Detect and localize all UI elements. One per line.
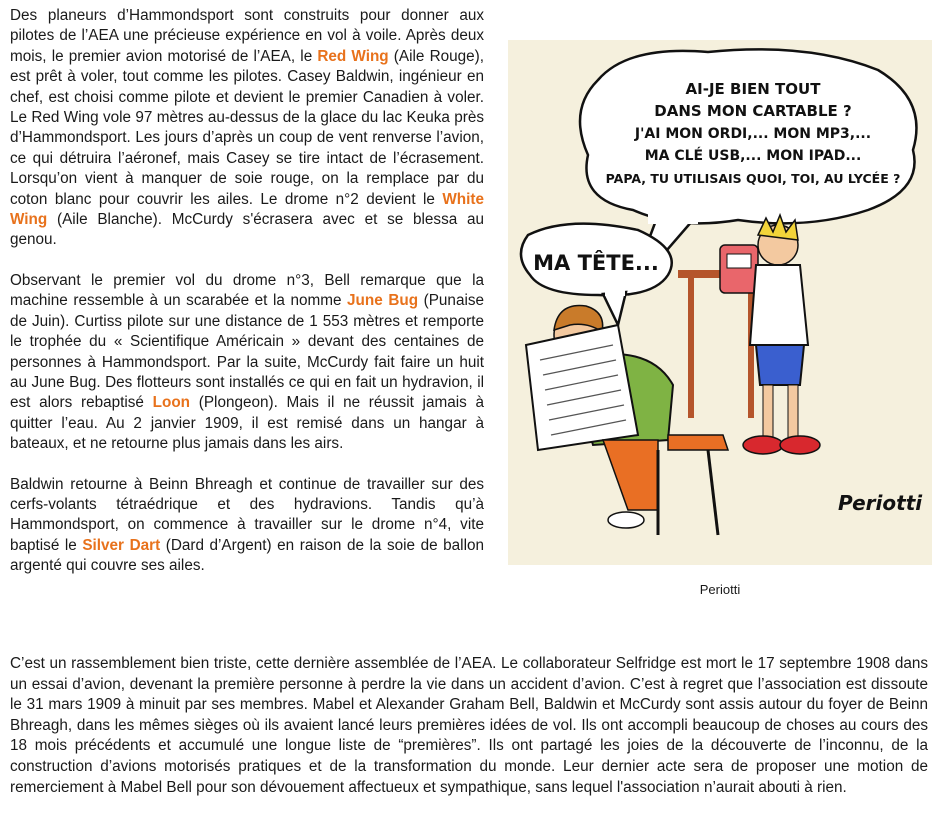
- closing-paragraph: C’est un rassemblement bien triste, cette dernière assemblée de l’AEA. Le collaborateur Selfridge est mort le 17 septembre 1908 dans un essai d’avion, devenant la première personne à perdre la vie dans un accident d’avion. C’est à regret que l’association est dissoute le 31 mars 1909 à minuit par ses membres. Mabel et Alexander Graham Bell, Baldwin et McCurdy sont assis autour du foyer de Beinn Bhreagh, dans les mêmes sièges où ils avaient lancé leurs premières idées de vol. Ils ont accompli beaucoup de choses au cours des 18 mois précédents et accumulé une longue liste de “premières”. Ils ont partagé les joies de la découverte de l’inconnu, de la construction d’avions motorisés pratiques et de la transformation du monde. Leur dernier acte sera de proposer une motion de remerciement à Mabel Bell pour son dévouement affectueux et sympathique, sans lequel l'association n’aurait abouti à rien.: [10, 655, 928, 796]
- paragraph-june-bug: Observant le premier vol du drome n°3, Bell remarque que la machine ressemble à un scarabée et la nomme June Bug (Punaise de Juin). Curtiss pilote sur une distance de 1 553 mètres et remporte le trophée du « Scientifique Américain » devant des centaines de personnes à Hammondsport. Par la suite, McCurdy fait faire un huit au June Bug. Des flotteurs sont installés ce qui en fait un hydravion, il est alors rebaptisé Loon (Plongeon). Mais il ne réussit jamais à quitter l’eau. Au 2 janvier 1909, il est remisé dans un hangar à bateaux, et ne retourne plus jamais dans les airs.: [10, 271, 485, 453]
- cartoon-illustration: [508, 40, 932, 565]
- dad-speech-text: MA TÊTE...: [533, 251, 659, 275]
- bubble-line-2: DANS MON CARTABLE ?: [654, 102, 852, 120]
- article-column: [10, 6, 484, 597]
- paragraph-silver-dart: Baldwin retourne à Beinn Bhreagh et continue de travailler sur des cerfs-volants tétraédrique et des hydravions. Tandis qu’à Hammondsport, on commence à travailler sur le drome n°4, vite baptisé le Silver Dart (Dard d’Argent) en raison de la soie de ballon argenté qui couvre ses ailes.: [10, 475, 484, 575]
- artist-signature: Periotti: [838, 491, 923, 515]
- bubble-line-5: PAPA, TU UTILISAIS QUOI, TOI, AU LYCÉE ?: [605, 171, 901, 186]
- newspaper: [526, 325, 638, 450]
- bubble-line-3: J'AI MON ORDI,... MON MP3,...: [634, 126, 872, 142]
- highlight-red-wing: Red Wing: [317, 47, 389, 65]
- highlight-white-wing: White Wing: [10, 190, 484, 229]
- schoolbag: [720, 245, 758, 293]
- highlight-loon: Loon: [152, 394, 191, 412]
- figure-caption: Periotti: [699, 582, 741, 597]
- highlight-june-bug: June Bug: [347, 292, 419, 310]
- highlight-silver-dart: Silver Dart: [82, 536, 161, 554]
- son-shorts: [756, 345, 804, 385]
- paragraph-red-wing: Des planeurs d’Hammondsport sont construits pour donner aux pilotes de l’AEA une précieuse expérience en vol à voile. Après deux mois, le premier avion motorisé de l’AEA, le Red Wing (Aile Rouge), est prêt à voler, tout comme les pilotes. Casey Baldwin, ingénieur en chef, est choisi comme pilote et devient le premier Canadien à voler. Le Red Wing vole 97 mètres au-dessus de la glace du lac Keuka près d’Hammondsport. Les jours d’après un coup de vent renverse l’avion, ce qui détruira l’aéronef, mais Casey se tire intact de l’écrasement. Lorsqu’on vient à manquer de soie rouge, on la remplace par du coton blanc pour couvrir les ailes. Le drome n°2 devient le White Wing (Aile Blanche). McCurdy s'écrasera avec et se blessa au genou.: [10, 7, 484, 249]
- son-shoe-right: [780, 436, 820, 454]
- dad-shoe: [608, 512, 644, 528]
- bubble-line-4: MA CLÉ USB,... MON IPAD...: [644, 148, 862, 164]
- son-coat: [750, 265, 808, 345]
- cartoon-drawing: [508, 40, 932, 565]
- bubble-line-1: AI-JE BIEN TOUT: [685, 80, 821, 98]
- son-shoe-left: [743, 436, 783, 454]
